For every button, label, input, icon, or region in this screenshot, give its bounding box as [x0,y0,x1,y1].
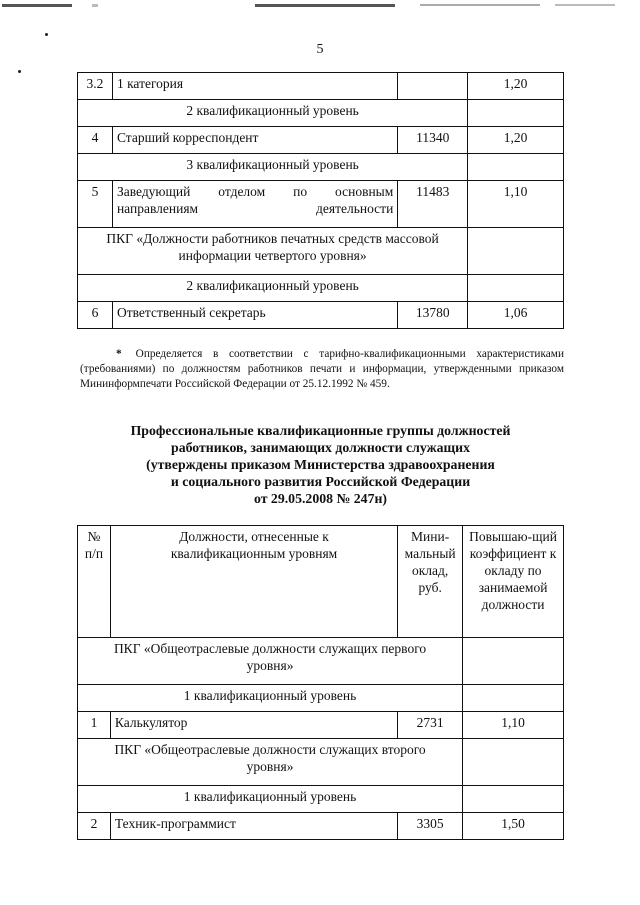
level-title: 1 квалификационный уровень [78,786,463,813]
table-row [78,813,564,840]
heading-line: от 29.05.2008 № 247н) [253,491,388,506]
coefficient-empty [463,739,564,786]
heading-line: Профессиональные квалификационные группы должностей [130,423,511,438]
min-salary: 3305 [398,813,463,840]
coefficient: 1,50 [463,813,564,840]
level-title: 2 квалификационный уровень [78,100,468,127]
row-number: 2 [78,813,111,840]
section-heading [77,422,564,507]
coefficient-empty [468,154,564,181]
coefficient-empty [463,685,564,712]
table-row [78,275,564,302]
positions-table-continued [77,72,564,329]
min-salary: 11340 [398,127,468,154]
group-title: ПКГ «Общеотраслевые должности служащих первого уровня» [78,638,463,685]
table-row [78,638,564,685]
coefficient: 1,10 [468,181,564,228]
row-number: 6 [78,302,113,329]
table-row [78,712,564,739]
level-title: 1 квалификационный уровень [78,685,463,712]
heading-line: и социального развития Российской Федерации [170,474,471,489]
table-header-row [78,526,564,638]
table-row [78,228,564,275]
scan-dot [45,33,48,36]
footnote-marker: * [116,348,122,360]
coefficient-empty [468,100,564,127]
level-title: ПКГ «Должности работников печатных средств массовой информации четвертого уровня» [78,228,468,275]
table-row [78,786,564,813]
table-row [78,181,564,228]
row-number: 3.2 [78,73,113,100]
footnote-text: Определяется в соответствии с тарифно-квалификационными характеристиками (требованиями) по должностям работников печати и информации, утвержденными приказом Мининформпечати Российской Федерации от 25.12.1992 № 459. [80,348,564,390]
coefficient-empty [463,786,564,813]
table-row [78,127,564,154]
position-title: Заведующий отделом по основным направлениям деятельности [112,181,397,228]
coefficient-empty [468,228,564,275]
row-number: 4 [78,127,113,154]
coefficient: 1,10 [463,712,564,739]
coefficient-empty [463,638,564,685]
group-title: ПКГ «Общеотраслевые должности служащих второго уровня» [78,739,463,786]
coefficient: 1,20 [468,73,564,100]
pkg-table [77,525,564,840]
heading-line: (утверждены приказом Министерства здравоохранения [146,457,495,472]
min-salary [398,73,468,100]
position-title: Ответственный секретарь [112,302,397,329]
table-row [78,100,564,127]
level-title: 3 квалификационный уровень [78,154,468,181]
scan-artifact [0,0,640,14]
coefficient-empty [468,275,564,302]
coefficient: 1,20 [468,127,564,154]
header-salary: Мини-мальный оклад, руб. [398,526,463,638]
row-number: 1 [78,712,111,739]
level-title: 2 квалификационный уровень [78,275,468,302]
position-title: Старший корреспондент [112,127,397,154]
coefficient: 1,06 [468,302,564,329]
min-salary: 2731 [398,712,463,739]
table-row [78,73,564,100]
table-row [78,154,564,181]
position-title: 1 категория [112,73,397,100]
position-title: Техник-программист [110,813,397,840]
header-title: Должности, отнесенные к квалификационным уровням [110,526,397,638]
header-num: № п/п [78,526,111,638]
table-row [78,739,564,786]
position-title: Калькулятор [110,712,397,739]
page-number: 5 [316,42,324,57]
footnote [80,347,564,392]
header-coef: Повышаю-щий коэффициент к окладу по занимаемой должности [463,526,564,638]
scan-dot [18,70,21,73]
min-salary: 13780 [398,302,468,329]
table-row [78,302,564,329]
row-number: 5 [78,181,113,228]
table-row [78,685,564,712]
min-salary: 11483 [398,181,468,228]
heading-line: работников, занимающих должности служащих [171,440,470,455]
